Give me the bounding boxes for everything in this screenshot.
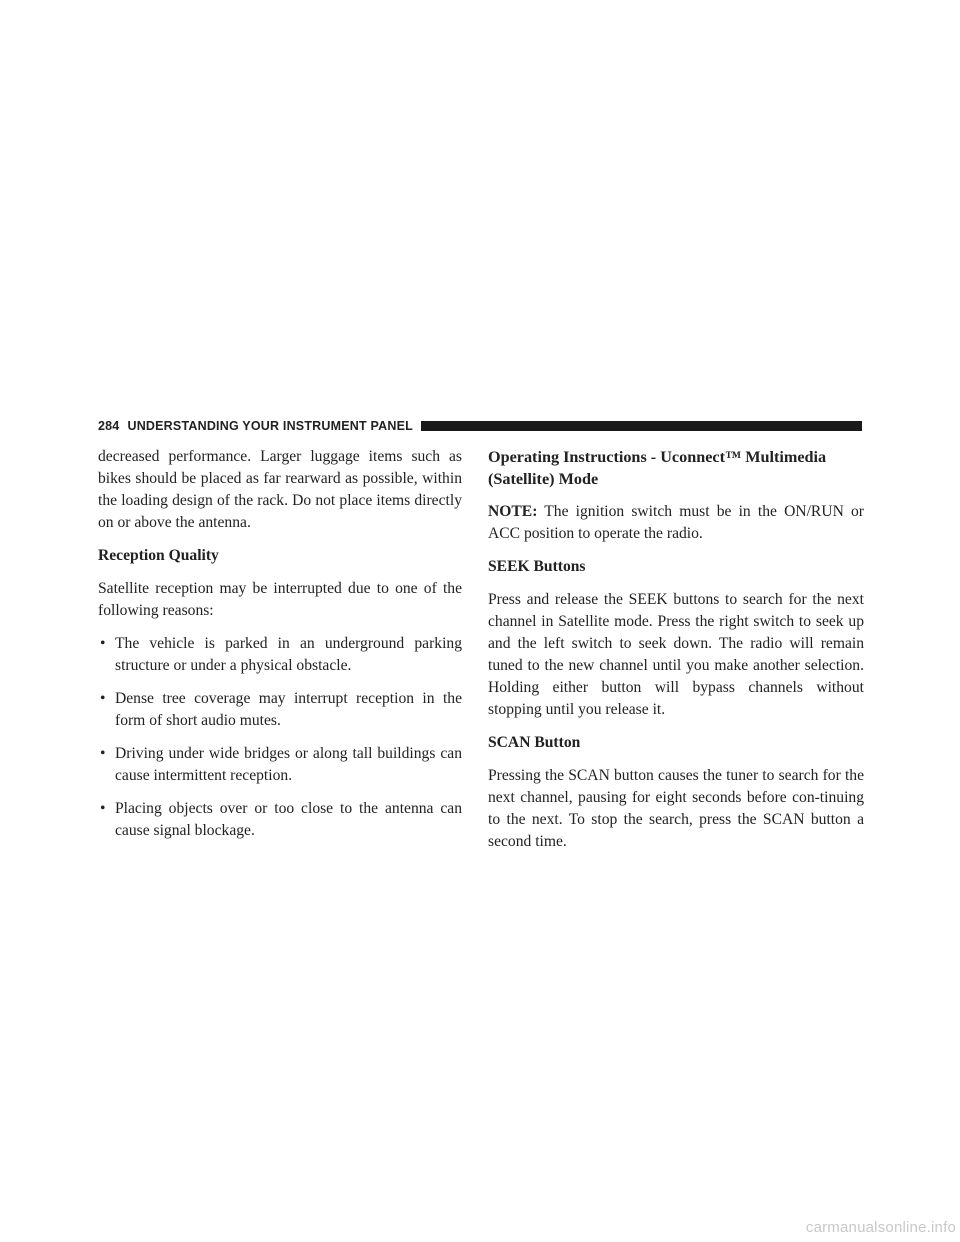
reception-quality-heading: Reception Quality xyxy=(98,547,219,564)
list-item xyxy=(98,798,462,842)
header-rule xyxy=(421,421,862,431)
note-text: The ignition switch must be in the ON/RUN or ACC position to operate the radio. xyxy=(488,503,865,542)
list-item-text: The vehicle is parked in an underground parking structure or under a physical obstacle. xyxy=(115,635,462,674)
reception-intro: Satellite reception may be interrupted due to one of the following reasons: xyxy=(98,580,462,619)
bullet-icon: • xyxy=(100,800,106,817)
intro-paragraph: decreased performance. Larger luggage items such as bikes should be placed as far rearward as possible, within the loading design of the rack. Do not place items directly on or above the antenna. xyxy=(98,448,462,531)
bullet-icon: • xyxy=(100,745,106,762)
scan-button-heading: SCAN Button xyxy=(488,734,581,751)
operating-instructions-heading: Operating Instructions - Uconnect™ Multimedia (Satellite) Mode xyxy=(488,448,827,488)
list-item-text: Dense tree coverage may interrupt reception in the form of short audio mutes. xyxy=(115,690,462,729)
note-label: NOTE: xyxy=(488,503,538,520)
section-title: UNDERSTANDING YOUR INSTRUMENT PANEL xyxy=(127,419,413,433)
list-item xyxy=(98,743,462,787)
watermark: carmanualsonline.info xyxy=(805,1219,956,1236)
list-item xyxy=(98,688,462,732)
list-item xyxy=(98,633,462,677)
right-column xyxy=(488,446,864,853)
reception-reasons-list xyxy=(98,633,462,842)
left-column xyxy=(98,446,462,842)
scan-paragraph: Pressing the SCAN button causes the tuner to search for the next channel, pausing for eight seconds before con-tinuing to the next. To stop the search, press the SCAN button a second time. xyxy=(488,767,864,850)
seek-paragraph: Press and release the SEEK buttons to search for the next channel in Satellite mode. Press the right switch to seek up and the left switch to seek down. The radio will remain tuned to the new channel until you make another selection. Holding either button will bypass channels without stopping until you release it. xyxy=(488,591,864,718)
list-item-text: Placing objects over or too close to the antenna can cause signal blockage. xyxy=(115,800,462,839)
page-header xyxy=(98,418,862,434)
bullet-icon: • xyxy=(100,690,106,707)
seek-buttons-heading: SEEK Buttons xyxy=(488,558,586,575)
note-paragraph xyxy=(488,501,864,545)
page-number: 284 xyxy=(98,419,120,433)
bullet-icon: • xyxy=(100,635,106,652)
list-item-text: Driving under wide bridges or along tall buildings can cause intermittent reception. xyxy=(115,745,462,784)
